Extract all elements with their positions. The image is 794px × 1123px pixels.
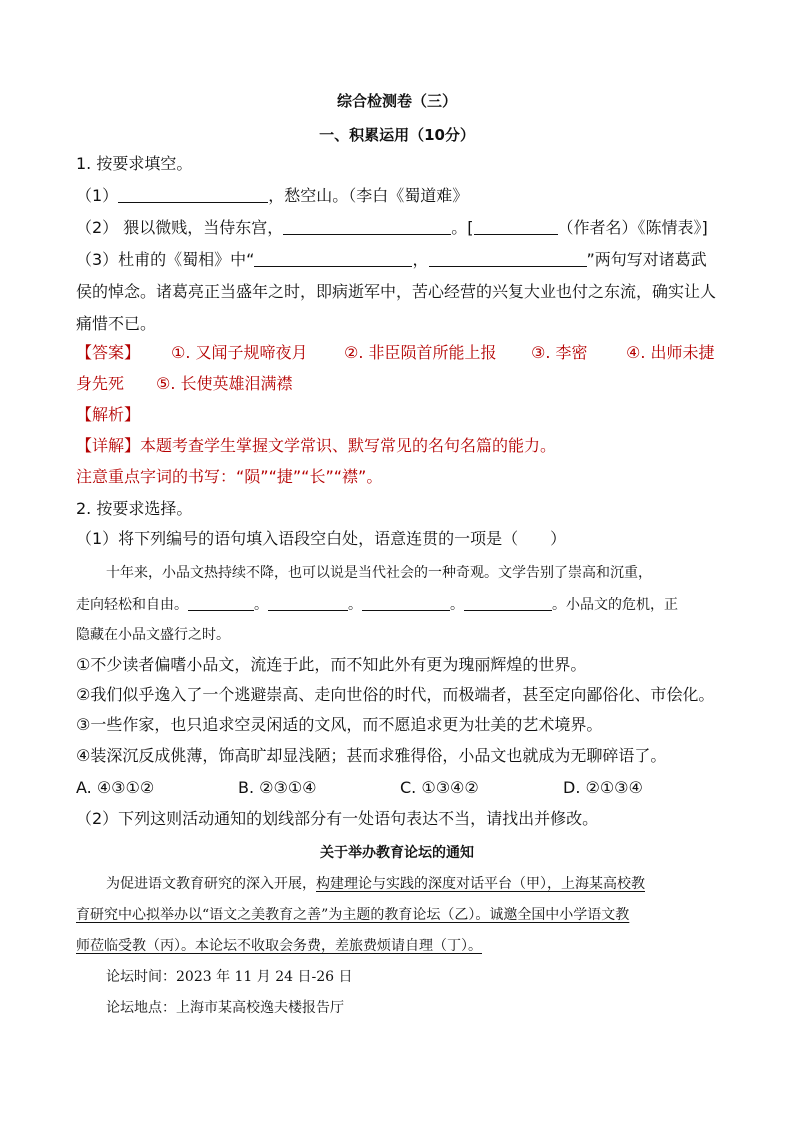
q1-part2: （2） 猥以微贱，当侍东宫， 。[ （作者名）《陈情表》]: [76, 218, 708, 237]
q2-prompt: 2. 按要求选择。: [76, 499, 193, 518]
passage-blank-4[interactable]: [464, 594, 552, 611]
option-b[interactable]: B. ②③①④: [238, 778, 317, 797]
notice-line3: 师莅临受教（丙）。本论坛不收取会务费，差旅费烦请自理（丁）。: [76, 938, 482, 954]
q2-sub2: （2）下列这则活动通知的划线部分有一处语句表达不当，请找出并修改。: [76, 809, 599, 828]
q1-prompt: 1. 按要求填空。: [76, 154, 193, 173]
answer-5: ⑤. 长使英雄泪满襟: [156, 374, 293, 393]
item-2: ②我们似乎逸入了一个逃避崇高、走向世俗的时代，而极端者，甚至定向鄙俗化、市侩化。: [76, 685, 715, 704]
section-heading: 一、积累运用（10分）: [319, 126, 475, 144]
item-3: ③一些作家，也只追求空灵闲适的文风，而不愿追求更为壮美的艺术境界。: [76, 715, 603, 734]
q1-part3-line3: 痛惜不已。: [76, 314, 157, 333]
blank-2[interactable]: [283, 218, 451, 235]
answer-1: ①. 又闻子规啼夜月: [171, 343, 308, 362]
notice-line1: 为促进语文教育研究的深入开展，构建理论与实践的深度对话平台（甲），上海某高校教: [106, 876, 645, 892]
passage-blank-3[interactable]: [362, 594, 450, 611]
answer-label: 【答案】: [76, 343, 141, 362]
forum-time: 论坛时间：2023 年 11 月 24 日-26 日: [106, 969, 353, 985]
item-1: ①不少读者偏嗜小品文，流连于此，而不知此外有更为瑰丽辉煌的世界。: [76, 655, 587, 674]
answer-4: ④. 出师未捷: [626, 343, 715, 362]
choice-options: [76, 778, 716, 798]
page-title: 综合检测卷（三）: [336, 92, 457, 110]
item-4: ④装深沉反成佻薄，饰高旷却显浅陋；甚而求雅得俗，小品文也就成为无聊碎语了。: [76, 746, 667, 765]
q2-sub1: （1）将下列编号的语句填入语段空白处，语意连贯的一项是（ ）: [76, 529, 567, 548]
option-c[interactable]: C. ①③④②: [400, 778, 479, 797]
analysis-label: 【解析】: [76, 405, 141, 424]
passage-line3: 隐藏在小品文盛行之时。: [76, 627, 230, 643]
q1-part1: （1） ，愁空山。（李白《蜀道难》: [76, 186, 469, 205]
notice-line2: 育研究中心拟举办以“语文之美教育之善”为主题的教育论坛（乙）。诚邀全国中小学语文教: [76, 907, 630, 923]
blank-1[interactable]: [118, 186, 268, 203]
q1-note: 注意重点字词的书写：“陨”“捷”“长”“襟”。: [76, 467, 383, 486]
notice-title: 关于举办教育论坛的通知: [320, 845, 474, 861]
answer-2: ②. 非臣陨首所能上报: [344, 343, 497, 362]
blank-3[interactable]: [474, 218, 558, 235]
q1-answer: [76, 343, 715, 363]
passage-blank-1[interactable]: [188, 594, 254, 611]
option-a[interactable]: A. ④③①②: [76, 778, 155, 797]
passage-line2: 走向轻松和自由。 。 。 。 。小品文的危机，正: [76, 594, 678, 615]
q1-part3: （3）杜甫的《蜀相》中“ ， ”两句写对诸葛武: [76, 250, 707, 269]
answer-3: ③. 李密: [531, 343, 588, 362]
passage-blank-2[interactable]: [268, 594, 348, 611]
q1-detail: 【详解】本题考查学生掌握文学常识、默写常见的名句名篇的能力。: [76, 436, 557, 455]
option-d[interactable]: D. ②①③④: [563, 778, 643, 797]
blank-5[interactable]: [429, 250, 587, 267]
answer-4-cont: 身先死: [76, 374, 125, 393]
passage-line1: 十年来，小品文热持续不降，也可以说是当代社会的一种奇观。文学告别了崇高和沉重，: [106, 565, 652, 581]
q1-answer-line2: [76, 374, 293, 394]
q1-part3-line2: 侯的悼念。诸葛亮正当盛年之时，即病逝军中，苦心经营的兴复大业也付之东流，确实让人: [76, 282, 717, 301]
blank-4[interactable]: [254, 250, 412, 267]
forum-place: 论坛地点：上海市某高校逸夫楼报告厅: [106, 1000, 344, 1016]
